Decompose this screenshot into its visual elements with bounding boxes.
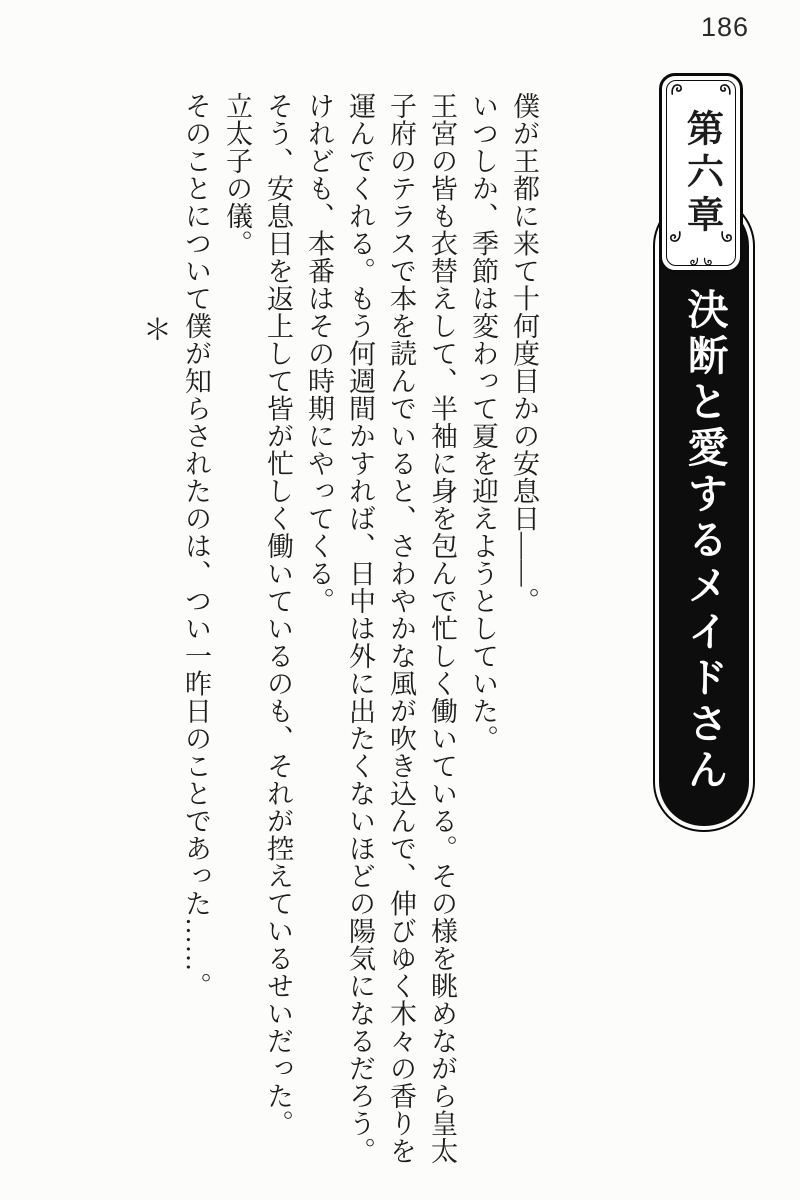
paragraph: そのことについて僕が知らされたのは、つい一昨日のことであった……。 bbox=[181, 92, 211, 1000]
chapter-label-frame bbox=[659, 73, 743, 273]
body-text bbox=[134, 92, 544, 1172]
paragraph: 王宮の皆も衣替えして、半袖に身を包んで忙しく働いている。その様を眺めながら皇太子府のテラスで本を読んでいると、さわやかな風が吹き込んで、伸びゆく木々の香りを運んでくれる。もう何週間かすれば、日中は外に出たくないほどの陽気になるだろう。 bbox=[345, 92, 457, 1165]
chapter-banner bbox=[653, 196, 755, 832]
scroll-ornament-icon bbox=[717, 82, 732, 97]
scroll-ornament-icon bbox=[667, 229, 682, 244]
paragraph: いつしか、季節は変わって夏を迎えようとしていた。 bbox=[468, 92, 498, 752]
chapter-title: 決断と愛するメイドさん bbox=[681, 288, 728, 794]
paragraph: そう、安息日を返上して皆が忙しく働いているのも、それが控えているせいだった。 bbox=[263, 92, 293, 1137]
scroll-ornament-icon bbox=[720, 229, 735, 244]
paragraph: 立太子の儀。 bbox=[222, 92, 252, 257]
scroll-ornament-icon bbox=[670, 82, 685, 97]
chapter-number-label: 第六章 bbox=[680, 108, 722, 238]
scroll-ornament-icon bbox=[703, 256, 714, 267]
section-separator: ＊ bbox=[139, 314, 171, 344]
paragraph: 僕が王都に来て十何度目かの安息日――。 bbox=[509, 92, 539, 615]
scroll-ornament-icon bbox=[688, 256, 699, 267]
chapter-banner-fill bbox=[659, 202, 749, 826]
paragraph: けれども、本番はその時期にやってくる。 bbox=[304, 92, 334, 615]
page-number: 186 bbox=[701, 12, 750, 42]
